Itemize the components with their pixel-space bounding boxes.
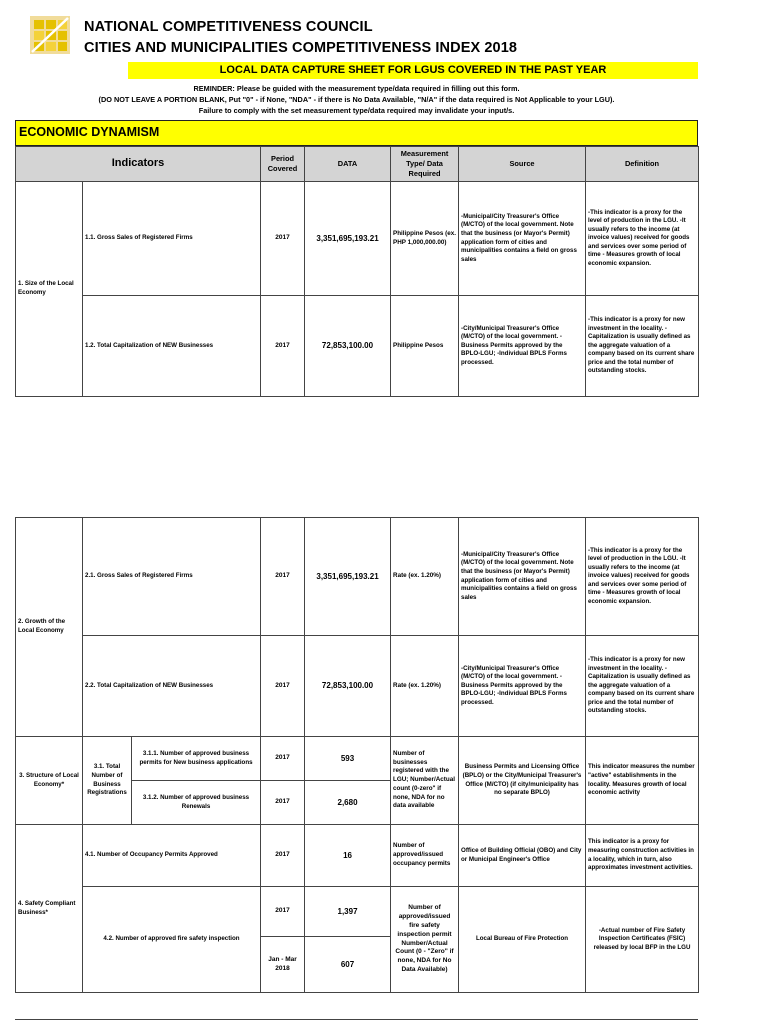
header-measurement: Measurement Type/ Data Required [391, 147, 459, 182]
source-cell: Local Bureau of Fire Protection [459, 887, 586, 993]
source-cell: -Municipal/City Treasurer's Office (M/CTO) of the local government. Note that the business (or Mayor's Permit) application form of cities and municipalities contains a field on gross sales [459, 182, 586, 296]
table-row [16, 825, 699, 887]
header-definition: Definition [586, 147, 699, 182]
measurement-cell: Philippine Pesos [391, 296, 459, 397]
source-cell: Business Permits and Licensing Office (BPLO) or the City/Municipal Treasurer's Office (M/CTO) (if city/municipality has no separate BPLO) [459, 737, 586, 825]
definition-cell: -This indicator is a proxy for new investment in the locality. -Capitalization is usually defined as the aggregate valuation of a company based on its current share price and the total number of outstanding stocks. [586, 636, 699, 737]
indicator-cell: 4.2. Number of approved fire safety inspection [83, 887, 261, 993]
source-cell: -City/Municipal Treasurer's Office (M/CTO) of the local government. -Business Permits approved by the BPLO-LGU; -Individual BPLS Forms processed. [459, 296, 586, 397]
category-growth: 2. Growth of the Local Economy [16, 518, 83, 737]
data-value: 72,853,100.00 [305, 296, 391, 397]
category-structure: 3. Structure of Local Economy* [16, 737, 83, 825]
header-data: DATA [305, 147, 391, 182]
indicator-cell: 3.1.1. Number of approved business permits for New business applications [132, 737, 261, 781]
section-economic-dynamism: ECONOMIC DYNAMISM [15, 120, 698, 146]
source-cell: Office of Building Official (OBO) and City or Municipal Engineer's Office [459, 825, 586, 887]
table-header-row [16, 147, 699, 182]
definition-cell: -This indicator is a proxy for the level of production in the LGU. -It usually refers to the income (at invoice values) received for goods and services over some period of time - Measures growth of local economic expansion. [586, 518, 699, 636]
data-value: 1,397 [305, 887, 391, 937]
period-cell: 2017 [261, 636, 305, 737]
period-cell: 2017 [261, 182, 305, 296]
council-title: NATIONAL COMPETITIVENESS COUNCIL [84, 19, 373, 35]
table-row [16, 737, 699, 781]
data-value: 2,680 [305, 781, 391, 825]
period-cell: 2017 [261, 518, 305, 636]
measurement-cell: Philippine Pesos (ex. PHP 1,000,000.00) [391, 182, 459, 296]
table-row [16, 182, 699, 296]
indicator-cell: 2.1. Gross Sales of Registered Firms [83, 518, 261, 636]
definition-cell: -This indicator is a proxy for the level of production in the LGU. -It usually refers to the income (at invoice values) received for goods and services over some period of time - Measures growth of local economic expansion. [586, 182, 699, 296]
data-value: 16 [305, 825, 391, 887]
indicator-cell: 1.2. Total Capitalization of NEW Businesses [83, 296, 261, 397]
measurement-cell: Rate (ex. 1.20%) [391, 636, 459, 737]
period-cell: 2017 [261, 781, 305, 825]
reminder-line-3: Failure to comply with the set measurement type/data required may invalidate your input/s. [198, 106, 515, 115]
data-value: 3,351,695,193.21 [305, 182, 391, 296]
ncc-logo [30, 16, 70, 54]
reminder-line-1: REMINDER: Please be guided with the measurement type/data required in filling out this form. [193, 84, 520, 93]
category-size: 1. Size of the Local Economy [16, 182, 83, 397]
table-row [16, 887, 699, 937]
definition-cell: -This indicator is a proxy for new investment in the locality. -Capitalization is usually defined as the aggregate valuation of a company based on its current share price and the total number of outstanding stocks. [586, 296, 699, 397]
definition-cell: This indicator is a proxy for measuring construction activities in a locality, which in turn, also approximates investment activities. [586, 825, 699, 887]
capture-sheet-banner: LOCAL DATA CAPTURE SHEET FOR LGUS COVERED IN THE PAST YEAR [128, 62, 698, 79]
data-value: 72,853,100.00 [305, 636, 391, 737]
measurement-cell: Number of approved/issued fire safety inspection permit Number/Actual Count (0 - "Zero" if none, NDA for No Data Available) [391, 887, 459, 993]
definition-cell: This indicator measures the number "active" establishments in the locality. Measures growth of local economic activity [586, 737, 699, 825]
table-row [16, 296, 699, 397]
reminder-line-2: (DO NOT LEAVE A PORTION BLANK, Put "0" - if None, "NDA" - if there is No Data Available, "N/A" if the data required is Not Applicable to your LGU). [98, 95, 615, 104]
header-indicators: Indicators [16, 147, 261, 182]
indicators-table-growth [15, 517, 699, 993]
indicator-cell: 3.1.2. Number of approved business Renewals [132, 781, 261, 825]
data-value: 3,351,695,193.21 [305, 518, 391, 636]
source-cell: -City/Municipal Treasurer's Office (M/CTO) of the local government. -Business Permits approved by the BPLO-LGU; -Individual BPLS Forms processed. [459, 636, 586, 737]
subcategory-registrations: 3.1. Total Number of Business Registrations [83, 737, 132, 825]
data-value: 593 [305, 737, 391, 781]
period-cell: 2017 [261, 825, 305, 887]
index-title: CITIES AND MUNICIPALITIES COMPETITIVENESS INDEX 2018 [84, 40, 518, 56]
period-cell: 2017 [261, 887, 305, 937]
indicator-cell: 4.1. Number of Occupancy Permits Approved [83, 825, 261, 887]
definition-cell: -Actual number of Fire Safety Inspection Certificates (FSIC) released by local BFP in the LGU [586, 887, 699, 993]
header-source: Source [459, 147, 586, 182]
source-cell: -Municipal/City Treasurer's Office (M/CTO) of the local government. Note that the business (or Mayor's Permit) application form of cities and municipalities contains a field on gross sales [459, 518, 586, 636]
next-table-edge [15, 1019, 698, 1024]
measurement-cell: Rate (ex. 1.20%) [391, 518, 459, 636]
data-value: 607 [305, 937, 391, 993]
indicator-cell: 1.1. Gross Sales of Registered Firms [83, 182, 261, 296]
period-cell: 2017 [261, 296, 305, 397]
table-row [16, 636, 699, 737]
category-safety: 4. Safety Compliant Business* [16, 825, 83, 993]
indicator-cell: 2.2. Total Capitalization of NEW Businesses [83, 636, 261, 737]
header-period: Period Covered [261, 147, 305, 182]
period-cell: Jan - Mar 2018 [261, 937, 305, 993]
table-row [16, 518, 699, 636]
indicators-table-size [15, 146, 699, 397]
measurement-cell: Number of approved/issued occupancy permits [391, 825, 459, 887]
measurement-cell: Number of businesses registered with the LGU; Number/Actual count (0-zero" if none, NDA for no data available [391, 737, 459, 825]
period-cell: 2017 [261, 737, 305, 781]
